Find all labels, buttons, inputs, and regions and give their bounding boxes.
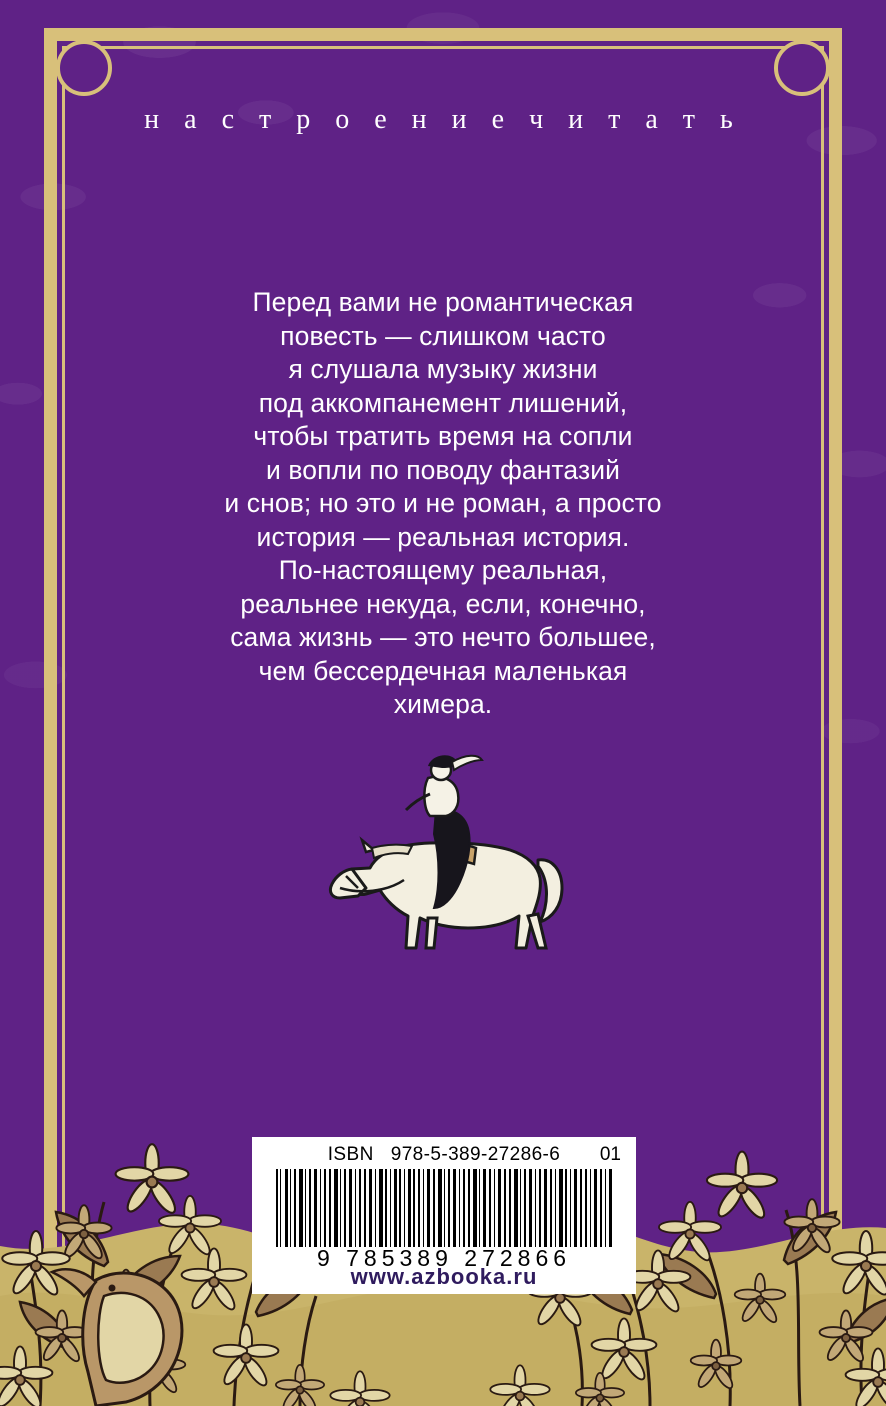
isbn-number: 978-5-389-27286-6 [390,1144,561,1165]
barcode-addon: 01 [599,1144,621,1165]
blurb-line: и снов; но это и не роман, а просто [224,488,662,518]
series-tagline: н а с т р о е н и е ч и т а т ь [144,104,742,135]
ean-digits: 9 785389 272866 [316,1245,572,1271]
barcode-bars [276,1169,614,1247]
blurb-line: повесть — слишком часто [280,320,606,351]
isbn-text [253,1144,635,1166]
blurb-line: По-настоящему реальная, [278,555,608,585]
blurb-line: сама жизнь — это нечто большее, [230,622,656,652]
blurb-text [120,286,766,722]
barcode-block [252,1137,636,1294]
blurb-line: реальнее некуда, если, конечно, [240,588,646,619]
blurb-line: под аккомпанемент лишений, [258,387,628,418]
corner-ring-top-left-icon [56,40,112,96]
horse-and-rider-illustration [300,748,590,988]
publisher-website: www.azbooka.ru [350,1264,538,1289]
blurb-line: чем бессердечная маленькая [258,655,628,686]
blurb-line: и вопли по поводу фантазий [265,454,621,485]
isbn-label: ISBN [327,1144,374,1165]
blurb-line: Перед вами не романтическая [252,287,634,317]
blurb-line: я слушала музыку жизни [288,354,598,384]
blurb-line: чтобы тратить время на сопли [253,421,633,451]
blurb-line: история — реальная история. [256,521,630,552]
corner-ring-top-right-icon [774,40,830,96]
blurb-line: химера. [393,689,493,719]
